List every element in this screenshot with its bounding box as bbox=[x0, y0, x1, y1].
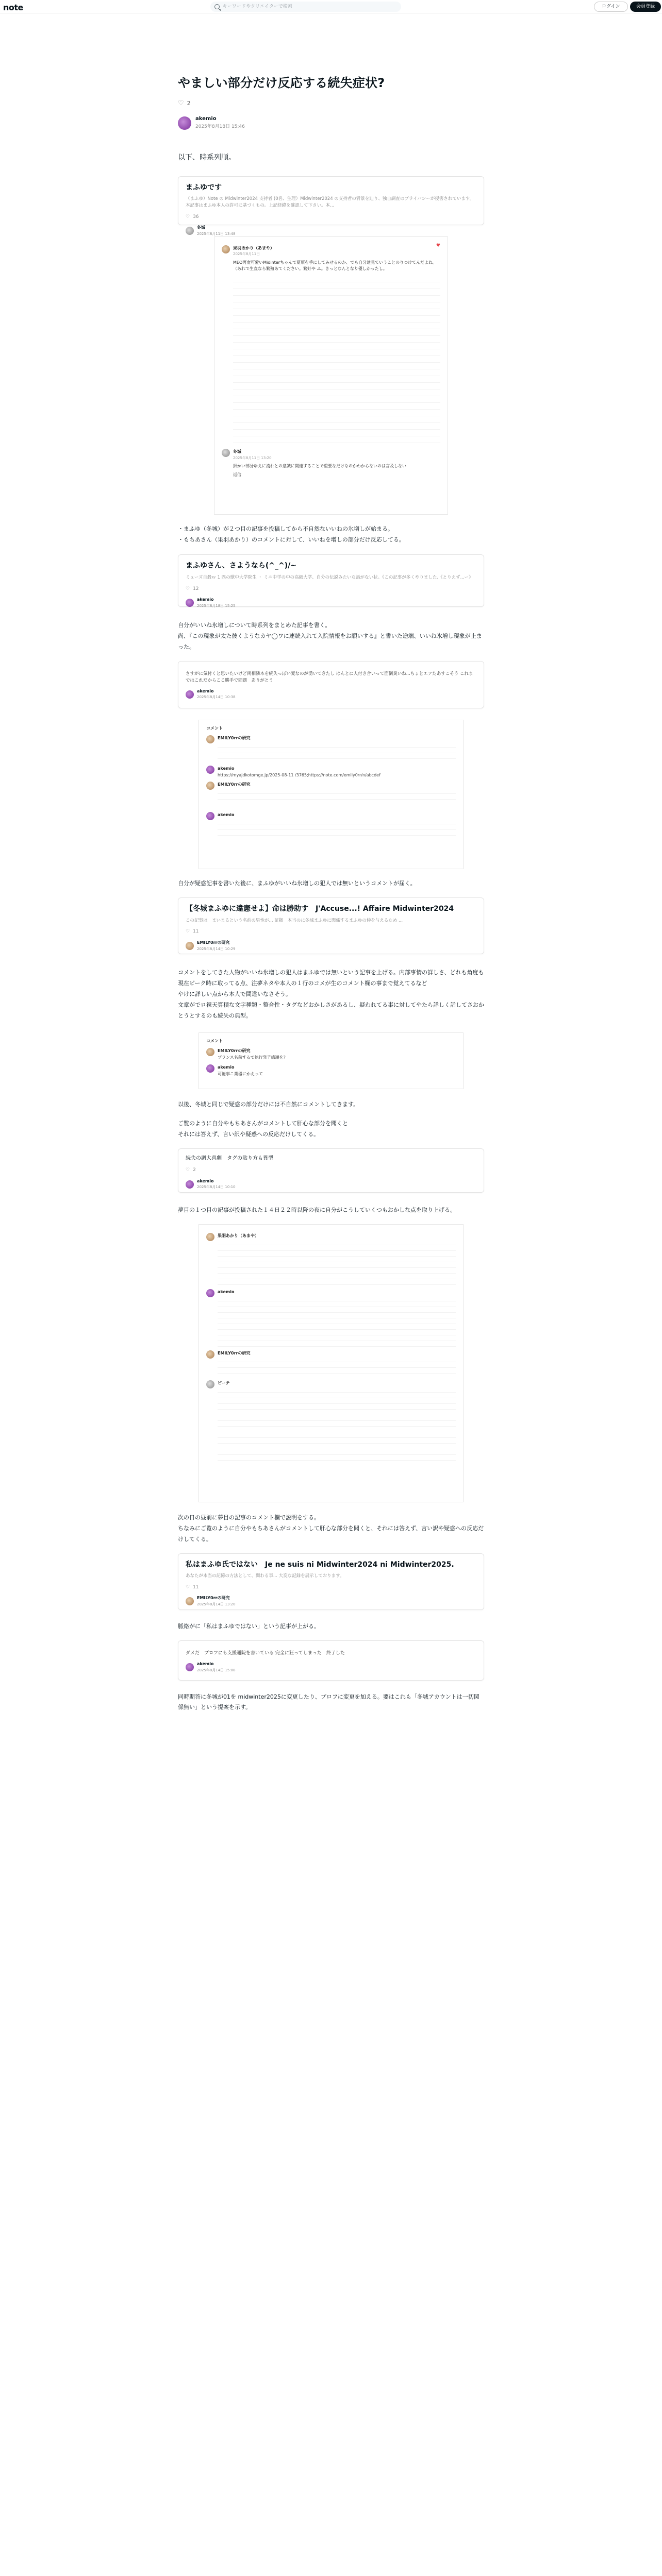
card-author-name: akemio bbox=[197, 1662, 214, 1667]
comment-item bbox=[206, 766, 456, 779]
comment-link[interactable]: https://myajdkotomge.jp/2025-08-11 /3765;https://note.com/emily0rr/n/abcdef bbox=[218, 772, 380, 777]
heart-icon: ♡ bbox=[186, 1167, 190, 1173]
quote-card[interactable] bbox=[178, 1640, 484, 1681]
search-input[interactable] bbox=[210, 2, 401, 12]
like-count: 2 bbox=[187, 100, 191, 107]
embed-card[interactable] bbox=[178, 1553, 484, 1610]
comments-heading: コメント bbox=[206, 1039, 223, 1044]
embed-card[interactable] bbox=[178, 554, 484, 607]
avatar bbox=[206, 782, 214, 790]
paragraph-line: コメントをしてきた人物がいいね氷増しの犯人はまふゆでは無いという記事を上げる。内部事情の詳しさ、どれも角度も現在ビーク時に取ってる点、注夢ネタや本人の１行のコメが生のコメント欄の事まで覚えてるなど bbox=[178, 969, 484, 987]
comment-text: ブランス名前するで執行発子感謝を？ bbox=[218, 1055, 288, 1060]
heart-icon: ♡ bbox=[186, 1585, 190, 1590]
paragraph: 夢目の１つ目の記事が投稿された１４日２２時以降の夜に自分がこうしていくつもおかしな点を取り上げる。 bbox=[178, 1207, 456, 1214]
card-date: 2025年8月14日 10:10 bbox=[197, 1185, 236, 1190]
comment-item bbox=[206, 1233, 456, 1286]
commenter-name: EMILY0rrの研究 bbox=[218, 1350, 251, 1355]
quote-card[interactable] bbox=[178, 661, 484, 708]
avatar bbox=[222, 245, 230, 253]
comment-item bbox=[206, 1064, 456, 1078]
embed-card[interactable] bbox=[178, 176, 484, 236]
article-title: やましい部分だけ反応する続失症状? bbox=[178, 76, 385, 90]
avatar bbox=[186, 1597, 194, 1605]
paragraph-line: それには答えず、言い訳や疑惑への反応だけしてくる。 bbox=[178, 1131, 320, 1138]
paragraph bbox=[178, 620, 484, 653]
comment-item bbox=[206, 1350, 456, 1378]
card-author bbox=[186, 225, 476, 237]
quote-text: ダメだ プロフにも支援通院を書いている 完全に狂ってしまった 終了した bbox=[186, 1650, 345, 1656]
comment-text: 可能事こ業器にかえって bbox=[218, 1071, 263, 1076]
paragraph bbox=[178, 524, 484, 546]
heart-icon: ♡ bbox=[186, 586, 190, 591]
paragraph bbox=[178, 1118, 484, 1140]
avatar bbox=[206, 1350, 214, 1359]
comment-item bbox=[206, 812, 456, 839]
paragraph-line: ・もちあさん（果羽あかり）のコメントに対して、いいねを増しの部分だけ反応してる。 bbox=[178, 536, 405, 543]
avatar bbox=[186, 227, 194, 235]
card-desc: （まふゆ）Note の Midwinter2024 支持者 (0名、生理）Midwinter2024 の支持者の背景を辿り、独自調査のプライバシーが侵害されています。本記事はまふゆ本人の許可に基づくもの。上記経緯を確認して下さい。本... bbox=[186, 196, 474, 209]
card-title: 【冬城まふゆに違憲せよ】命は勝助す J'Accuse...! Affaire Midwinter2024 bbox=[186, 905, 454, 913]
avatar bbox=[206, 1380, 214, 1388]
commenter-name: akemio bbox=[218, 766, 235, 771]
card-desc: あなたが本当の記憶の方法として、関わる事... 大変な記録を展示しております。 bbox=[186, 1573, 344, 1579]
paragraph: 自分が疑惑記事を書いた後に、まふゆがいいね氷増しの犯人では無いというコメントが届く。 bbox=[178, 880, 416, 887]
avatar bbox=[206, 812, 214, 820]
comment-item bbox=[206, 782, 456, 809]
top-bar bbox=[0, 0, 662, 13]
comment-item bbox=[206, 1380, 456, 1464]
card-desc: この記事は まいまるという名前の男性が... 証拠 本当のに冬城まふゆに関係するまふゆの仲を与えるため ... bbox=[186, 918, 403, 923]
commenter-name: 果羽あかり（あまや） bbox=[218, 1233, 259, 1239]
comment-date: 2025年8月11日 13:20 bbox=[233, 456, 272, 461]
card-desc: ミューズ自殺ｗ 1 匹の獣中大学院生 ・ ミユ中学の中の高級大学、自分の伝説みたいな話がない状。《この記事が多くやりました.《とりえず...ー》 bbox=[186, 575, 473, 581]
commenter-name: ビーチ bbox=[218, 1381, 230, 1386]
card-author-name: akemio bbox=[197, 1178, 214, 1183]
card-like-count: 12 bbox=[193, 586, 199, 591]
commenter-name: 果羽あかり（あまや） bbox=[233, 245, 274, 250]
paragraph: 脈絡がに「私はまふゆではない」という記事が上がる。 bbox=[178, 1622, 320, 1630]
commenter-name: 冬城 bbox=[233, 449, 241, 454]
commenter-name: EMILY0rrの研究 bbox=[218, 735, 251, 740]
card-date: 2025年8月14日 10:38 bbox=[197, 695, 236, 700]
card-date: 2025年8月11日 13:48 bbox=[197, 231, 236, 236]
commenter-name: EMILY0rrの研究 bbox=[218, 1048, 251, 1054]
signup-button[interactable]: 会員登録 bbox=[630, 2, 661, 12]
comment-item bbox=[206, 1289, 456, 1347]
login-button[interactable]: ログイン bbox=[594, 2, 628, 12]
avatar bbox=[186, 1663, 194, 1671]
comment-screenshot bbox=[198, 1032, 464, 1089]
comment-body-lines bbox=[218, 1240, 456, 1286]
heart-icon: ♡ bbox=[186, 929, 190, 935]
card-date: 2025年8月14日 13:20 bbox=[197, 1602, 236, 1607]
card-author bbox=[186, 597, 476, 609]
card-author-name: EMILY0rrの研究 bbox=[197, 940, 230, 945]
comment-screenshot bbox=[198, 1224, 464, 1502]
comment-item bbox=[206, 735, 456, 762]
card-author bbox=[186, 1595, 476, 1607]
paragraph-line: ちなみにご覧のように自分やもちあさんがコメントして肝心な部分を聞くと、それには答えず、言い訳や疑惑への反応だけしてくる。 bbox=[178, 1524, 484, 1543]
comment-body-lines bbox=[218, 742, 456, 762]
commenter-name: akemio bbox=[218, 1289, 235, 1294]
embed-card[interactable] bbox=[178, 1148, 484, 1193]
avatar bbox=[206, 1233, 214, 1241]
heart-icon: ♡ bbox=[186, 214, 190, 219]
comment-screenshot bbox=[214, 236, 448, 515]
commenter-name: EMILY0rrの研究 bbox=[218, 782, 251, 787]
card-likes bbox=[186, 1584, 476, 1591]
paragraph bbox=[178, 1513, 484, 1545]
comment-item bbox=[206, 1048, 456, 1061]
paragraph bbox=[178, 968, 484, 1021]
heart-icon[interactable]: ♥ bbox=[436, 243, 440, 248]
card-date: 2025年8月14日 15:08 bbox=[197, 1668, 236, 1672]
embed-card[interactable] bbox=[178, 897, 484, 954]
comments-heading: コメント bbox=[206, 726, 223, 731]
card-title: まふゆです bbox=[186, 183, 222, 192]
avatar bbox=[206, 735, 214, 743]
card-likes bbox=[186, 928, 476, 935]
comment-body-lines bbox=[233, 276, 440, 446]
paragraph: 以後、冬城と同じで疑惑の部分だけには不自然にコメントしてきます。 bbox=[178, 1101, 359, 1108]
card-like-count: 11 bbox=[193, 929, 199, 935]
card-likes bbox=[186, 585, 476, 592]
heart-icon[interactable]: ♡ bbox=[178, 99, 184, 107]
author-block bbox=[178, 115, 484, 130]
like-row bbox=[178, 98, 484, 109]
comment-text: MEO再度可愛いMidinterちゃんで夏頃を手にしてみせるのか、でも自分達見ていうことのりつけてんだよね。（あれで生直なら繁殖あてください。繁好や ふ。きっとなんとなり優しかったし。 bbox=[233, 260, 437, 272]
card-date: 2025年8月14日 10:29 bbox=[197, 946, 236, 951]
paragraph-line: 尚、『この現象が太た彼くようなカヤ◯ワに連続入れて入院情報をお願いする』と書いた途端、いいね氷増し現象が止まった。 bbox=[178, 633, 482, 651]
comment-body-lines bbox=[218, 1357, 456, 1377]
paragraph-line: 文章がでロ視天算積な文字種類・整合性・タグなどおかしさがあるし、疑われてる事に対してやたら詳しく話してさおかとうとするのも続失の典型。 bbox=[178, 1001, 484, 1019]
comment-body-lines bbox=[218, 819, 456, 839]
reply-link[interactable]: 返信 bbox=[233, 472, 241, 478]
card-like-count: 2 bbox=[193, 1167, 196, 1173]
comment-date: 2025年8月11日 bbox=[233, 252, 260, 257]
card-like-count: 11 bbox=[193, 1585, 199, 1590]
avatar bbox=[206, 766, 214, 774]
card-title: 私はまふゆ氏ではない Je ne suis ni Midwinter2024 ni Midwinter2025. bbox=[186, 1560, 454, 1569]
search-placeholder: キーワードやクリエイターで検索 bbox=[223, 4, 292, 9]
comment-text: 細かい部分ゆえに流れとの意識に関連することで重要なだけなのかわからないのは言及しない bbox=[233, 464, 406, 469]
search-icon bbox=[214, 4, 220, 9]
avatar bbox=[186, 1180, 194, 1189]
card-date: 2025年8月18日 15:25 bbox=[197, 603, 236, 608]
card-likes bbox=[186, 213, 476, 221]
card-title: 続失の調大喜劇 タグの貼り方も異型 bbox=[186, 1156, 273, 1162]
card-title: まふゆさん、さようなら(^_^)/~ bbox=[186, 562, 296, 570]
paragraph-line: やけに詳しい点から本人で間違いなさそう。 bbox=[178, 990, 291, 997]
note-logo[interactable]: note bbox=[3, 3, 23, 12]
paragraph-line: 自分がいいね氷増しについて時系列をまとめた記事を書く。 bbox=[178, 622, 331, 629]
avatar bbox=[186, 599, 194, 607]
card-like-count: 36 bbox=[193, 214, 199, 219]
card-likes bbox=[186, 1166, 476, 1174]
card-author bbox=[186, 1178, 476, 1191]
avatar bbox=[222, 449, 230, 457]
avatar[interactable] bbox=[178, 116, 191, 130]
comment-body-lines bbox=[218, 1387, 456, 1464]
avatar bbox=[206, 1289, 214, 1297]
post-date: 2025年8月18日 15:46 bbox=[195, 124, 245, 130]
avatar bbox=[186, 942, 194, 950]
paragraph-line: ご覧のように自分やもちあさんがコメントして肝心な部分を聞くと bbox=[178, 1120, 348, 1127]
avatar bbox=[206, 1048, 214, 1056]
author-name[interactable]: akemio bbox=[195, 116, 217, 122]
card-author bbox=[186, 1661, 476, 1673]
card-author bbox=[186, 940, 476, 952]
paragraph-line: ・まふゆ（冬城）が２つ目の記事を投稿してから不自然ないいねの氷増しが始まる。 bbox=[178, 525, 393, 532]
card-author-name: 冬城 bbox=[197, 225, 205, 230]
comment-item bbox=[222, 245, 440, 446]
comment-body-lines bbox=[218, 788, 456, 809]
comment-item bbox=[222, 449, 440, 479]
card-author-name: akemio bbox=[197, 688, 214, 693]
article bbox=[178, 75, 484, 1721]
card-author-name: akemio bbox=[197, 597, 214, 602]
card-author bbox=[186, 688, 476, 701]
intro-text: 以下、時系列順。 bbox=[178, 153, 236, 162]
comment-screenshot bbox=[198, 720, 464, 869]
quote-text: さすがに気付くと思いたいけど両相隣本を続失っぽい変なのが湧いてきたし はんとに人付き合いって面倒臭いね...ちょとエアたあすこそう これまではこれだからここ勝手で問題 ありがとう bbox=[186, 671, 473, 683]
commenter-name: akemio bbox=[218, 1064, 235, 1070]
commenter-name: akemio bbox=[218, 812, 235, 818]
paragraph: 同時期答に冬城が01を midwinter2025に変更したり、プロフに変更を加える。要はこれも「冬城アカウントは一切関係無い」という提案を示す。 bbox=[178, 1693, 479, 1711]
paragraph-line: 次の日の昼前に夢目の記事のコメント欄で説明をする。 bbox=[178, 1514, 320, 1521]
avatar bbox=[206, 1064, 214, 1073]
avatar bbox=[186, 690, 194, 699]
comment-body-lines bbox=[218, 1296, 456, 1347]
card-author-name: EMILY0rrの研究 bbox=[197, 1596, 230, 1601]
